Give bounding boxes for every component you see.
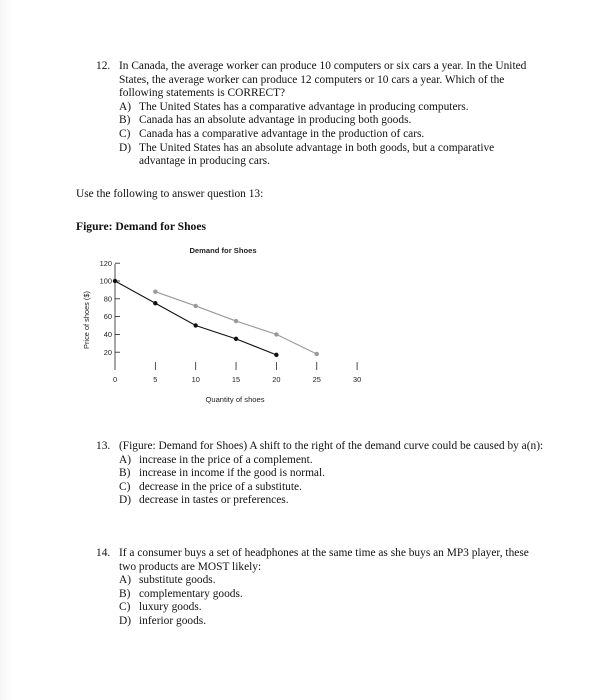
option-letter: A): [119, 453, 132, 466]
data-point: [234, 337, 238, 341]
answer-option: [119, 454, 548, 468]
answer-option: [119, 128, 548, 142]
option-letter: B): [119, 467, 131, 480]
option-letter: A): [119, 100, 132, 113]
x-axis-ticks: [113, 362, 361, 384]
figure-title: Figure: Demand for Shoes: [76, 220, 206, 233]
y-tick-label: 60: [103, 312, 112, 322]
x-tick-label: 10: [191, 375, 200, 384]
question-text: If a consumer buys a set of headphones at the same time as she buys an MP3 player, these two products are MOST likely:: [119, 547, 529, 573]
option-text: increase in income if the good is normal.: [139, 467, 325, 480]
x-tick-label: 5: [153, 375, 158, 384]
option-letter: C): [119, 601, 131, 614]
question-number: 13.: [96, 440, 111, 452]
y-tick-label: 100: [99, 276, 112, 286]
option-text: complementary goods.: [139, 587, 243, 600]
y-tick-label: 120: [99, 258, 112, 268]
answer-option: [119, 494, 548, 508]
answer-option: [119, 615, 548, 629]
answer-option: [119, 142, 548, 169]
y-tick-label: 80: [103, 294, 112, 304]
data-point: [194, 323, 198, 327]
y-axis-ticks: [100, 259, 120, 357]
data-point: [274, 353, 278, 357]
answer-option: [119, 467, 548, 481]
question-13: [96, 440, 548, 508]
y-tick-label: 40: [103, 330, 112, 339]
option-text: decrease in the price of a substitute.: [139, 480, 302, 493]
option-letter: C): [119, 480, 131, 493]
question-number: 14.: [96, 547, 111, 559]
demand-curve-d1: [115, 281, 276, 355]
lead-in-text: Use the following to answer question 13:: [76, 188, 264, 200]
data-point: [194, 304, 198, 308]
data-point: [234, 319, 238, 323]
data-point: [315, 352, 319, 356]
question-14: [96, 547, 548, 629]
option-text: Canada has a comparative advantage in the production of cars.: [139, 127, 425, 140]
option-letter: C): [119, 127, 131, 140]
y-tick-label: 20: [103, 347, 112, 357]
y-axis-label: Price of shoes ($): [82, 291, 91, 349]
data-point: [153, 301, 157, 305]
option-text: The United States has an absolute advantage in both goods, but a comparative advantage in producing cars.: [139, 141, 495, 168]
answer-option: [119, 601, 548, 615]
option-text: The United States has a comparative advantage in producing computers.: [139, 100, 469, 113]
data-point: [153, 289, 157, 293]
option-letter: B): [119, 114, 131, 127]
answer-option: [119, 114, 548, 128]
x-axis-label: Quantity of shoes: [205, 395, 265, 404]
option-text: Canada has an absolute advantage in producing both goods.: [139, 114, 412, 127]
option-text: luxury goods.: [139, 601, 202, 614]
option-letter: D): [119, 141, 132, 154]
data-point: [113, 279, 117, 283]
data-point: [274, 332, 278, 336]
x-tick-label: 30: [352, 375, 362, 384]
option-letter: B): [119, 587, 131, 600]
question-number: 12.: [96, 60, 111, 72]
question-text: (Figure: Demand for Shoes) A shift to the right of the demand curve could be caused by a(n):: [119, 440, 544, 452]
option-letter: D): [119, 494, 132, 507]
option-letter: D): [119, 614, 132, 627]
option-letter: A): [119, 574, 132, 587]
demand-chart: [70, 240, 390, 412]
chart-title: Demand for Shoes: [189, 246, 257, 255]
answer-option: [119, 588, 548, 602]
answer-option: [119, 101, 548, 115]
answer-option: [119, 481, 548, 495]
option-text: substitute goods.: [139, 574, 216, 587]
x-tick-label: 15: [231, 375, 241, 384]
option-text: inferior goods.: [139, 614, 207, 627]
demand-curves: [113, 279, 319, 357]
x-tick-label: 25: [312, 375, 321, 384]
page-edge-shadow: [0, 0, 12, 700]
x-tick-label: 20: [272, 375, 281, 384]
answer-option: [119, 574, 548, 588]
x-tick-label: 0: [112, 375, 118, 384]
option-text: decrease in tastes or preferences.: [139, 494, 289, 507]
option-text: increase in the price of a complement.: [139, 453, 313, 466]
question-12: [96, 60, 548, 169]
question-text: In Canada, the average worker can produce 10 computers or six cars a year. In the United States, the average worker can produce 12 computers or 10 cars a year. Which of the following statements is CORRECT?: [119, 60, 527, 100]
